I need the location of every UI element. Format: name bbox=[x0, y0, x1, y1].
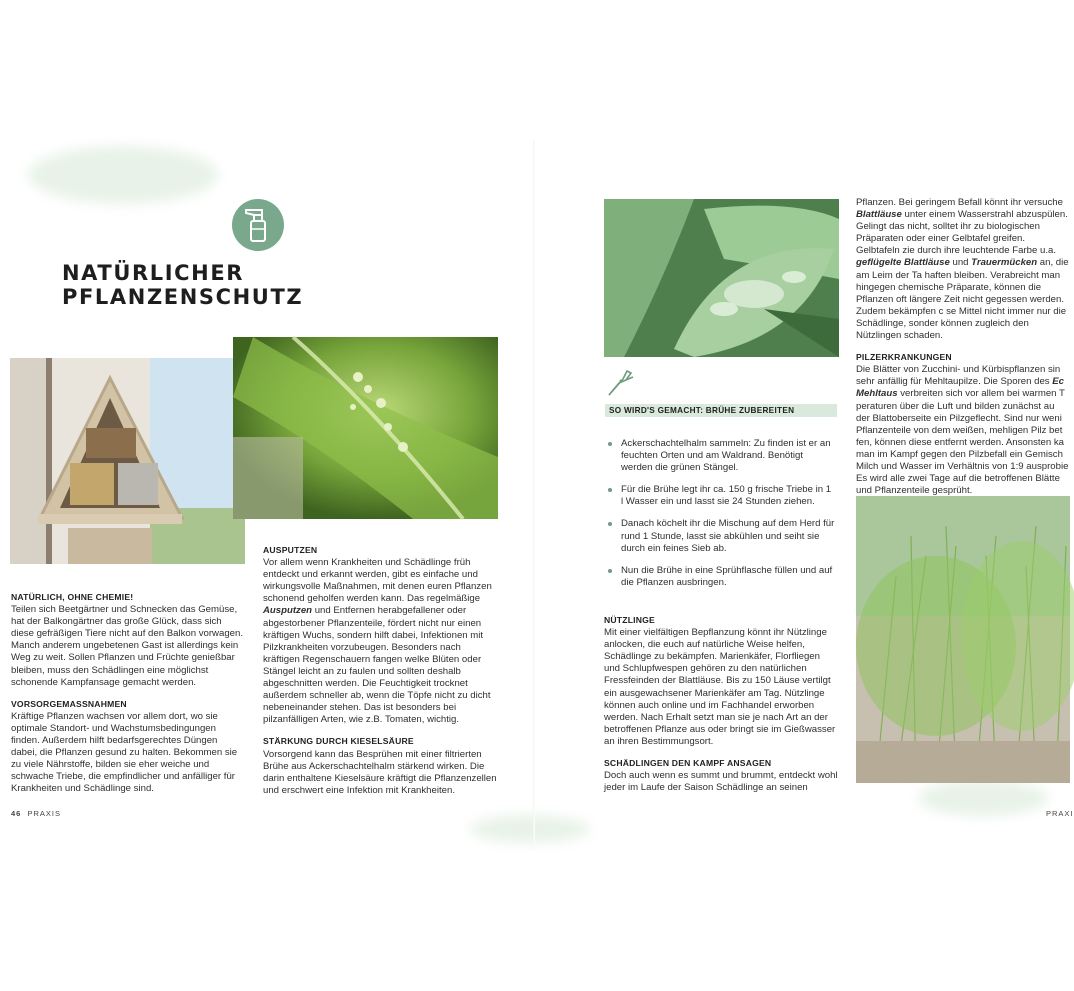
pruning-shears-icon bbox=[605, 367, 637, 404]
page-spine bbox=[533, 140, 535, 850]
text-column-1 bbox=[11, 591, 243, 796]
footer-right: PRAXI bbox=[1046, 809, 1074, 818]
list-item: Danach köchelt ihr die Mischung auf dem Herd für rund 1 Stunde, lasst sie abkühlen und seiht sie durch ein feines Sieb ab. bbox=[605, 518, 835, 554]
watercolor-splash-bottom-right bbox=[918, 780, 1048, 816]
list-item: Ackerschachtelhalm sammeln: Zu finden ist er an feuchten Orten und am Waldrand. Benötigt werden die grünen Stängel. bbox=[605, 438, 835, 474]
how-to-label: SO WIRD'S GEMACHT: BRÜHE ZUBEREITEN bbox=[605, 404, 837, 417]
list-item: Für die Brühe legt ihr ca. 150 g frische Triebe in 1 l Wasser ein und lasst sie 24 Stunden ziehen. bbox=[605, 484, 835, 508]
paragraph-natuerlich: Teilen sich Beetgärtner und Schnecken das Gemüse, hat der Balkongärtner das große Glück, dass sich diese gefräßigen Tiere nicht auf den Balkon vorwagen. Manch anderem ungebetenen Gast ist allerdings kein Weg zu weit. Sollen Pflanzen und Früchte genießbar bleiben, muss den Schädlingen eine möglichst schonende Kampfansage gemacht werden. bbox=[11, 604, 243, 688]
heading-nuetzlinge: NÜTZLINGE bbox=[604, 615, 655, 625]
heading-pilz: PILZERKRANKUNGEN bbox=[856, 352, 952, 363]
text-column-4 bbox=[856, 197, 1070, 497]
steps-list bbox=[605, 438, 835, 599]
page-title: NATÜRLICHER PFLANZENSCHUTZ bbox=[62, 261, 304, 309]
page-number: 46 bbox=[11, 809, 22, 818]
heading-vorsorge: VORSORGEMASSNAHMEN bbox=[11, 698, 127, 709]
paragraph-befall: Pflanzen. Bei geringem Befall könnt ihr versuche Blattläuse unter einem Wasserstrahl abzuspülen. Gelingt das nicht, solltet ihr zu biologischen Präparaten oder einer Gelbtafel greifen. Gelbtafeln zie durch ihre leuchtende Farbe u.a. geflügelte Blattläuse und Trauermücken an, die am Leim der Ta haften bleiben. Verabreicht man hingegen chemische Präparate, können die Pflanzen oft längere Zeit nicht gegessen werden. Zudem bekämpfen c se Mittel nicht immer nur die Schädlinge, sonder können zugleich den Nützlingen schaden. bbox=[856, 197, 1069, 342]
bullet-icon bbox=[608, 488, 612, 492]
watercolor-splash-bottom-center bbox=[470, 815, 590, 843]
bullet-icon bbox=[608, 569, 612, 573]
list-item: Nun die Brühe in eine Sprühflasche füllen und auf die Pflanzen ausbringen. bbox=[605, 565, 835, 589]
paragraph-nuetzlinge: Mit einer vielfältigen Bepflanzung könnt ihr Nützlinge anlocken, die euch auf natürliche Weise helfen, Schädlinge zu bekämpfen. Marienkäfer, Florfliegen und Schlupfwespen gehören zu den natürlichen Fressfeinden der Blattläuse. Bis zu 150 Läuse vertilgt ein ausgewachsener Marienkäfer am Tag. Nützlinge können auch online und im Fachhandel erworben werden. Nach Erhalt setzt man sie je nach Art an der betroffenen Pflanze aus oder bringt sie im Gießwasser an ihren Bestimmungsort. bbox=[604, 627, 836, 747]
text-column-3 bbox=[604, 614, 838, 794]
heading-kampf: SCHÄDLINGEN DEN KAMPF ANSAGEN bbox=[604, 758, 772, 769]
paragraph-ausputzen: Vor allem wenn Krankheiten und Schädlinge früh entdeckt und erkannt werden, gibt es einfache und wirkungsvolle Maßnahmen, mit denen euren Pflanzen schonend geholfen werden kann. Das regelmäßige Ausputzen und Entfernen herabgefallener oder abgestorbener Pflanzenteile, fördert nicht nur einen kräftigen Wuchs, sondern hilft dabei, Infektionen mit Pilzkrankheiten vorzubeugen. Besonders nach kräftigen Regenschauern fangen welke Blüten oder Stängel leicht an zu faulen und sollten deshalb abgeschnitten werden. Die Feuchtigkeit trocknet außerdem schneller ab, wenn die Töpfe nicht zu dicht nebeneinander stehen. Das ist besonders bei pilzanfälligen Arten, wie z.B. Tomaten, wichtig. bbox=[263, 557, 492, 726]
bullet-icon bbox=[608, 522, 612, 526]
heading-ausputzen: AUSPUTZEN bbox=[263, 545, 318, 555]
paragraph-vorsorge: Kräftige Pflanzen wachsen vor allem dort, wo sie optimale Standort- und Wachstumsbedingungen finden. Außerdem hilft bedarfsgerechtes Düngen dabei, die Pflanzen gesund zu halten. Bekommen sie zu viele Nährstoffe, bilden sie eher weiche und schwache Triebe, die empfindlicher und anfälliger für Krankheiten und Schädlinge sind. bbox=[11, 710, 238, 795]
heading-natuerlich: NATÜRLICH, OHNE CHEMIE! bbox=[11, 592, 134, 602]
watercolor-splash-top-left bbox=[28, 146, 218, 204]
horsetail-photo bbox=[856, 496, 1070, 783]
text-column-2 bbox=[263, 544, 499, 797]
bullet-icon bbox=[608, 442, 612, 446]
spray-bottle-icon bbox=[232, 199, 284, 251]
paragraph-kampf: Doch auch wenn es summt und brummt, entdeckt wohl jeder im Laufe der Saison Schädlinge an seinen bbox=[604, 770, 838, 794]
footer-section-left: PRAXIS bbox=[27, 809, 61, 818]
mildew-leaf-photo bbox=[604, 199, 839, 357]
paragraph-kieselsaeure: Vorsorgend kann das Besprühen mit einer filtrierten Brühe aus Ackerschachtelhalm stärkend wirken. Die darin enthaltene Kieselsäure kräftigt die Pflanzenzellen und erschwert eine Infektion mit Krankheiten. bbox=[263, 748, 497, 796]
paragraph-pilz: Die Blätter von Zucchini- und Kürbispflanzen sin sehr anfällig für Mehltaupilze. Die Sporen des Ec Mehltaus verbreiten sich vor allem bei warmen T peraturen über die Luft und bilden zunächst au der Blattoberseite ein Pilzgeflecht. Sind nur weni Pflanzenteile von dem weißen, mehligen Pilz bet fen, können diese entfernt werden. Ansonsten ka man im Kampf gegen den Pilzbefall ein Gemisch Milch und Wasser im Verhältnis von 1:9 ausprobie Es wird alle zwei Tage auf die betroffenen Blätte und Pflanzenteile gesprüht. bbox=[856, 364, 1069, 497]
footer-left bbox=[11, 809, 61, 818]
insect-hotel-photo bbox=[10, 358, 245, 564]
heading-kieselsaeure: STÄRKUNG DURCH KIESELSÄURE bbox=[263, 736, 414, 747]
aphid-leaf-photo bbox=[233, 337, 498, 519]
